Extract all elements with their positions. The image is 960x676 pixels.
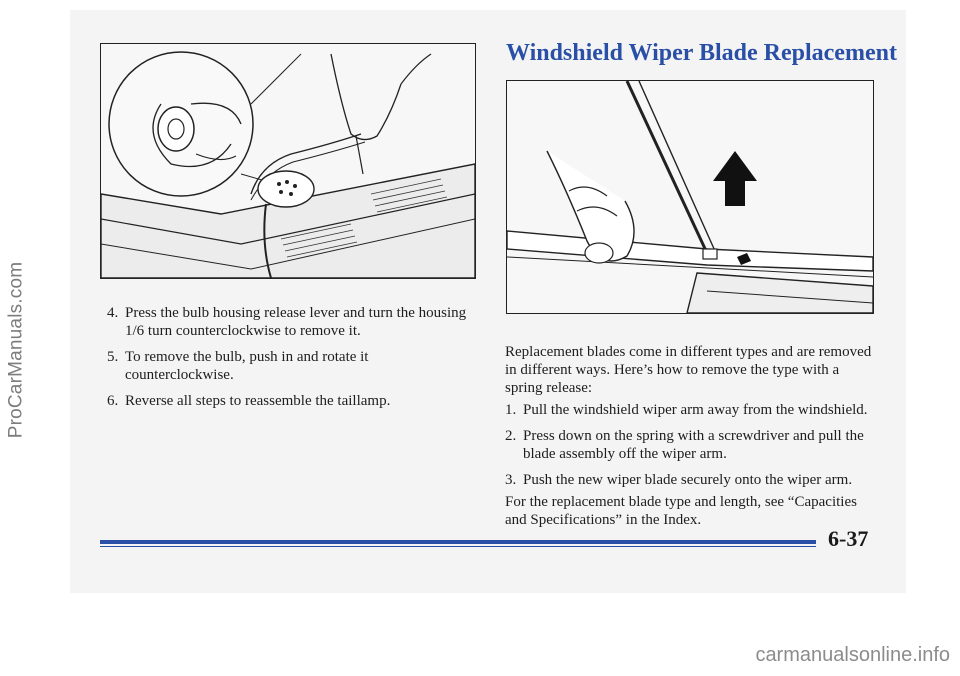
list-item: 6. Reverse all steps to reassemble the taillamp.	[107, 393, 391, 409]
list-item: 4. Press the bulb housing release lever and turn the housing 1/6 turn counterclockwise to remove it.	[107, 305, 467, 339]
section-heading: Windshield Wiper Blade Replacement	[506, 40, 897, 66]
wiper-steps	[505, 401, 877, 497]
list-item: 2. Press down on the spring with a screwdriver and pull the blade assembly off the wiper arm.	[505, 428, 864, 462]
bottom-watermark: carmanualsonline.info	[755, 644, 950, 666]
footer-rule-thin	[100, 546, 816, 547]
list-item: 3. Push the new wiper blade securely onto the wiper arm.	[505, 472, 853, 488]
intro-paragraph: Replacement blades come in different types and are removed in different ways. Here’s how to remove the type with a spring release:	[505, 344, 872, 396]
wiper-blade-illustration	[506, 80, 874, 314]
side-watermark: ProCarManuals.com	[5, 261, 27, 439]
wiper-drawing	[507, 81, 873, 313]
list-item: 1. Pull the windshield wiper arm away from the windshield.	[505, 402, 868, 418]
taillamp-steps	[107, 304, 477, 418]
taillamp-drawing	[101, 44, 475, 278]
page-number: 6-37	[828, 526, 869, 551]
list-item: 5. To remove the bulb, push in and rotate it counterclockwise.	[107, 349, 369, 383]
reference-paragraph: For the replacement blade type and length, see “Capacities and Specifications” in the Index.	[505, 494, 857, 528]
footer-rule-thick	[100, 540, 816, 544]
taillamp-bulb-illustration	[100, 43, 476, 279]
